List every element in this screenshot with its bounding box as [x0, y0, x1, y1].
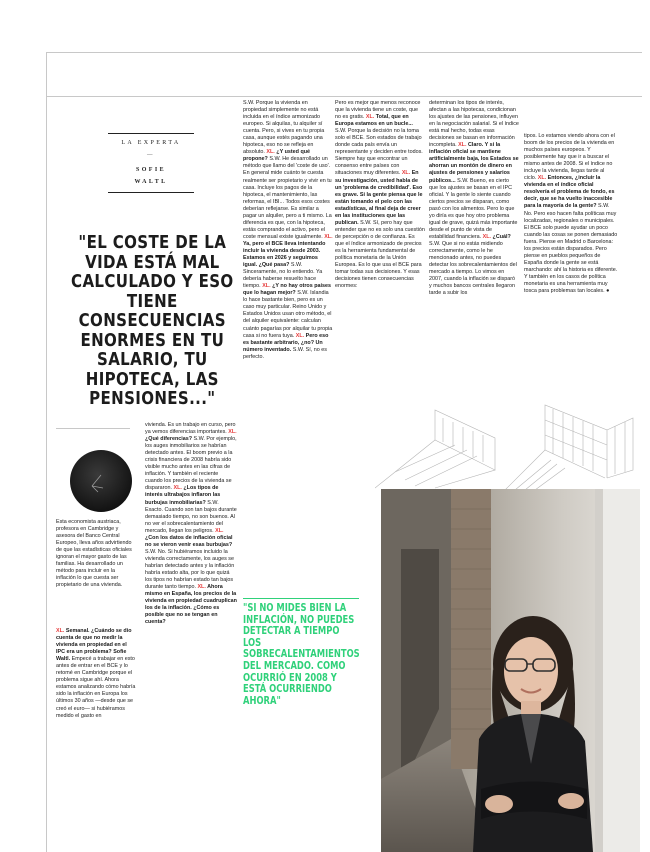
highlight-quote: "SI NO MIDES BIEN LA INFLACIÓN, NO PUEDES DETECTAR A TIEMPO LOS SOBRECALENTAMIENTOS DEL MERCADO. COMO OCURRIÓ EN 2008 Y ESTÁ OCURRIENDO AHORA" [243, 603, 360, 707]
green-quote-rule [243, 598, 359, 599]
text-run: Entonces, ¿incluir la vivienda en el índice oficial resolvería el problema de fondo, es decir, que se ha vuelto inaccesible para la mayoría de la gente? [524, 175, 615, 210]
text-run: Sofie Waltl. [56, 649, 127, 663]
text-run: S.W. No. Si hubiéramos incluido la vivienda correctamente, los auges se habrían detectado antes y la inflación habría estado alta, por lo que quizá los tipos no habrían estado tan bajos durante tanto tiempo. [145, 548, 235, 591]
article-column-4 [335, 100, 425, 445]
bio-rule [56, 428, 130, 429]
article-column-5 [429, 100, 519, 445]
author-name-line2: WALTL [134, 179, 168, 185]
label-bottom-rule [108, 192, 194, 193]
text-run: Total, que en Europa estamos en un bucle... [335, 114, 413, 128]
text-run: Empecé a trabajar en esto antes de entrar en el BCE y lo retomé en Cambridge porque el problema sigue ahí. Ahora estamos analizando cómo habría sido la inflación en Europa los últimos 30 años —desde que se creó el euro— si hubiéramos medido el gasto en [56, 656, 136, 719]
text-run: XL. [482, 233, 492, 240]
text-run: Pero es mejor que menos reconoce que la vivienda tiene un coste, que no es gratis. [335, 100, 421, 121]
text-run: tipos. Lo estamos viendo ahora con el boom de los precios de la vivienda en muchos países europeos. Y posiblemente hay que ir a buscar el mismo antes de 2008. Si el índice no incluye la vivienda, llegas tarde al ciclo. [524, 133, 615, 182]
text-run: vivienda. Es un trabajo en curso, pero ya vemos diferencias importantes. [145, 422, 236, 436]
text-run: S.W. Que si no estás midiendo correctamente, como le he mencionado antes, no puedes detectar los sobrecalentamientos del mercado a tiempo. Lo vimos en 2007, cuando la inflación se disparó y muchos bancos centrales llegaron tarde a subir los [429, 240, 517, 297]
author-name-line1: SOFIE [135, 167, 166, 173]
text-run: XL. [266, 149, 275, 156]
text-run: Claro. Y si la inflación oficial se mantiene artificialmente baja, los Estados se ahorran un montón de dinero en ajustes de pensiones y salarios públicos... [429, 142, 519, 184]
text-run: S.W. Porque la decisión no la toma solo el BCE. Son estados de trabajo donde cada país envía un representante y deciden entre todos. Siempre hay que encontrar un consenso entre países con situaciones muy diferentes. [335, 128, 423, 177]
text-run: S.W. Sinceramente, no lo entiendo. Ya debería haberse resuelto hace tiempo. [243, 262, 323, 290]
bio-text: Esta economista austriaca, profesora en Cambridge y asesora del Banco Central Europeo, lleva años advirtiendo de que las estadísticas oficiales ignoran el mayor gasto de las familias. Ha desarrollado un método para incluir en la inflación lo que cuesta ser propietario de una vivienda. [56, 519, 132, 589]
text-run: XL. [215, 527, 224, 534]
text-run: ¿Y no hay otros países que lo hagan mejor? [243, 283, 331, 297]
text-run: ¿Y usted qué propone? [243, 149, 311, 163]
text-run: S.W. He desarrollado un método que llamo del 'coste de uso'. En general mide cuánto te cuesta realmente ser propietario y vivir en tu casa. Incluye los pagos de la hipoteca, el mantenimiento, las reformas, el IBI... Todos esos costes deberían reflejarse. Es similar a pagar un alquiler, pero a ti mismo. La diferencia es que, con la hipoteca, estás comprando el activo, pero el coste mensual existe igualmente. [243, 156, 332, 240]
text-run: XL. [228, 429, 237, 436]
text-run: S.W. Sí, no es perfecto. [243, 346, 327, 360]
text-run: S.W. Islandia lo hace bastante bien, pero es un caso muy particular. Reino Unido y Estados Unidos usan otro método, el del alquiler equivalente: calculan cuánto pagarías por alquilar tu propia casa si no fuera tuya. [243, 290, 333, 339]
text-run: S.W. No. Pero eso hacen falta políticas muy localizadas, regionales o municipales. El BCE solo puede ayudar un poco cuando las cosas se ponen demasiado fuera. Piense en Madrid o Barcelona: los precios están disparados. Pero piense en pueblos pequeños de España donde la gente se está marchando: ahí la historia es diferente. Y también en los casos de política monetaria es una herramienta muy tosca para problemas tan locales. ● [524, 203, 618, 295]
text-run: Pero eso es bastante arbitrario, ¿no? Un número inventado. [243, 332, 329, 353]
label-top-rule [108, 133, 194, 134]
text-run: determinan los tipos de interés, afectan a las hipotecas, condicionan los ajustes de las pensiones, influyen en la negociación salarial. Si el índice está mal hecho, todas esas decisiones se basan en información incompleta. [429, 100, 519, 149]
text-run: Semanal. ¿Cuándo se dio cuenta de que no medir la vivienda en propiedad en el IPC era un problema? [56, 628, 132, 656]
portrait-photo [381, 489, 640, 852]
text-run: ¿Con los datos de inflación oficial no se vieron venir esas burbujas? [145, 534, 233, 548]
text-run: Ahora mismo en España, los precios de la vivienda en propiedad cuadruplican los de la inflación. ¿Cómo es posible que no se tengan en cuenta? [145, 584, 237, 626]
text-run: XL. [295, 332, 305, 339]
text-run: ¿Los tipos de interés ultrabajos inflaron las burbujas inmobiliarias? [145, 485, 221, 506]
text-run: S.W. Por ejemplo, los auges inmobiliarios se habrían detectado antes. El boom previo a la crisis financiera de 2008 habría sido visible mucho antes en las cifras de inflación. Y también el reciente cuando los precios de la vivienda se dispararon. [145, 436, 237, 492]
text-run: XL. [401, 170, 411, 177]
article-column-6 [524, 133, 618, 445]
text-run: XL. [365, 114, 375, 121]
text-run: XL. [537, 175, 547, 182]
top-rule [47, 96, 642, 97]
article-column-1 [56, 628, 137, 850]
text-run: S.W. Bueno, es cierto que los ajustes se basan en el IPC oficial. Y la gente lo siente cuando ciertos precios se disparan, como pasó con los alimentos. Pero lo que yo diría es que hoy otro problema igual de grave, quizá más importante desde el punto de vista de estabilidad financiera. [429, 177, 518, 240]
text-run: XL. [197, 584, 206, 591]
text-run: XL. [262, 283, 271, 290]
text-run: ¿Cuál? [491, 233, 511, 240]
text-run: Ya, pero el BCE lleva intentando incluir la vivienda desde 2003. Estamos en 2026 y seguimos igual. ¿Qué pasa? [243, 240, 326, 269]
building-sketch-illustration [375, 400, 635, 490]
text-run: XL. [458, 142, 467, 149]
text-run: S.W. Porque la vivienda en propiedad simplemente no está incluida en el índice armonizado europeo. Si alquilas, tu alquiler sí cuenta. Pero, si vives en tu propia casa, aunque estés pagando una hipoteca, eso no se refleja en absoluto. [243, 100, 325, 156]
text-run: S.W. Sí, pero hay que entender que no es solo una cuestión de percepción o de confianza. Es que el índice armonizado de precios es la herramienta fundamental de política monetaria de la Unión Europea. Es lo que usa el BCE para tomar todas sus decisiones. Y esas decisiones tienen consecuencias enormes: [335, 219, 425, 290]
text-run: S.W. Exacto. Cuando son tan bajos durante demasiado tiempo, no son buenos. Al no ver el sobrecalentamiento del mercado, llegan los peligros. [145, 499, 237, 534]
section-label: LA EXPERTA [121, 140, 181, 146]
text-run: XL. [173, 485, 182, 492]
text-run: ¿Qué diferencias? [145, 436, 193, 443]
article-column-2 [145, 422, 237, 850]
label-divider: — [147, 152, 155, 158]
text-run: XL. [56, 628, 65, 634]
text-run: XL. [324, 233, 333, 240]
pull-quote: "EL COSTE DE LA VIDA ESTÁ MAL CALCULADO Y ESO TIENE CONSECUENCIAS ENORMES EN TU SALARIO, TU HIPOTECA, LAS PENSIONES..." [71, 233, 234, 409]
article-column-3 [243, 100, 333, 593]
text-run: En su investigación, usted habla de un 'problema de credibilidad'. Eso es grave. Si la gente piensa que le están tomando el pelo con las estadísticas, al final deja de creer en las instituciones que las publican. [335, 170, 423, 226]
author-portrait-icon [70, 450, 132, 512]
